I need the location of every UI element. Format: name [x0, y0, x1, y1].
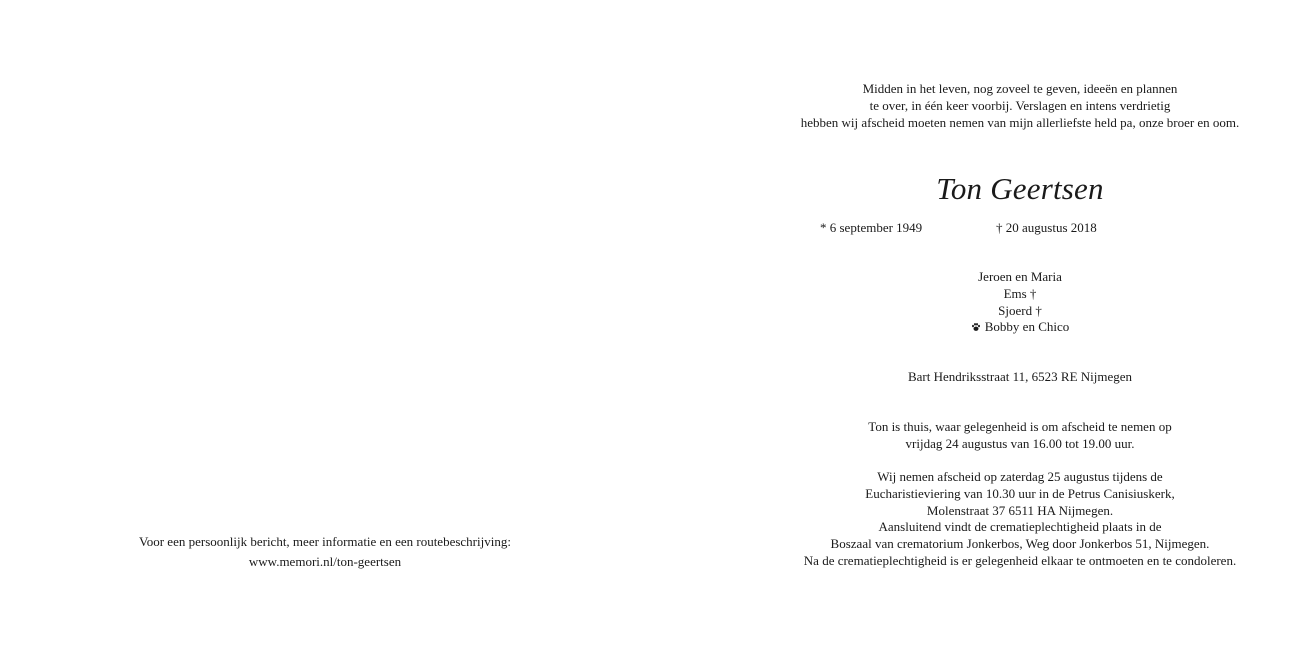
life-dates — [710, 219, 1299, 236]
family-pets — [710, 319, 1299, 336]
intro-line: Midden in het leven, nog zoveel te geven, ideeën en plannen — [862, 81, 1178, 96]
intro-line: hebben wij afscheid moeten nemen van mijn allerliefste held pa, onze broer en oom. — [800, 114, 1240, 130]
address-line: Bart Hendriksstraat 11, 6523 RE Nijmegen — [907, 369, 1133, 384]
ceremony-line: Eucharistieviering van 10.30 uur in de Petrus Canisiuskerk, — [865, 485, 1175, 501]
ceremony-info — [710, 469, 1299, 570]
family-list — [710, 269, 1299, 336]
intro-text — [710, 81, 1299, 131]
birth-date: * 6 september 1949 — [820, 220, 923, 235]
family-member: Sjoerd † — [998, 302, 1042, 318]
ceremony-line: Na de crematieplechtigheid is er gelegenheid elkaar te ontmoeten en te condoleren. — [803, 552, 1237, 568]
paw-icon — [971, 322, 981, 332]
visitation-info — [710, 419, 1299, 453]
intro-line: te over, in één keer voorbij. Verslagen en intens verdrietig — [869, 97, 1171, 113]
memori-footer — [0, 532, 650, 572]
ceremony-line: Molenstraat 37 6511 HA Nijmegen. — [926, 502, 1114, 518]
memori-link[interactable]: www.memori.nl/ton-geertsen — [248, 554, 402, 569]
footer-info-text: Voor een persoonlijk bericht, meer informatie en een routebeschrijving: — [139, 534, 511, 549]
pets-label: Bobby en Chico — [984, 319, 1070, 335]
address — [710, 369, 1299, 386]
right-page — [650, 0, 1299, 650]
deceased-name: Ton Geertsen — [936, 171, 1104, 206]
visitation-line: Ton is thuis, waar gelegenheid is om afscheid te nemen op — [868, 419, 1172, 434]
family-member: Jeroen en Maria — [978, 269, 1062, 284]
ceremony-line: Boszaal van crematorium Jonkerbos, Weg door Jonkerbos 51, Nijmegen. — [830, 536, 1210, 552]
death-date: † 20 augustus 2018 — [996, 220, 1097, 235]
ceremony-line: Wij nemen afscheid op zaterdag 25 augustus tijdens de — [877, 469, 1163, 484]
family-member: Ems † — [1003, 285, 1037, 301]
ceremony-line: Aansluitend vindt de crematieplechtigheid plaats in de — [878, 519, 1162, 535]
visitation-line: vrijdag 24 augustus van 16.00 tot 19.00 uur. — [905, 435, 1135, 451]
